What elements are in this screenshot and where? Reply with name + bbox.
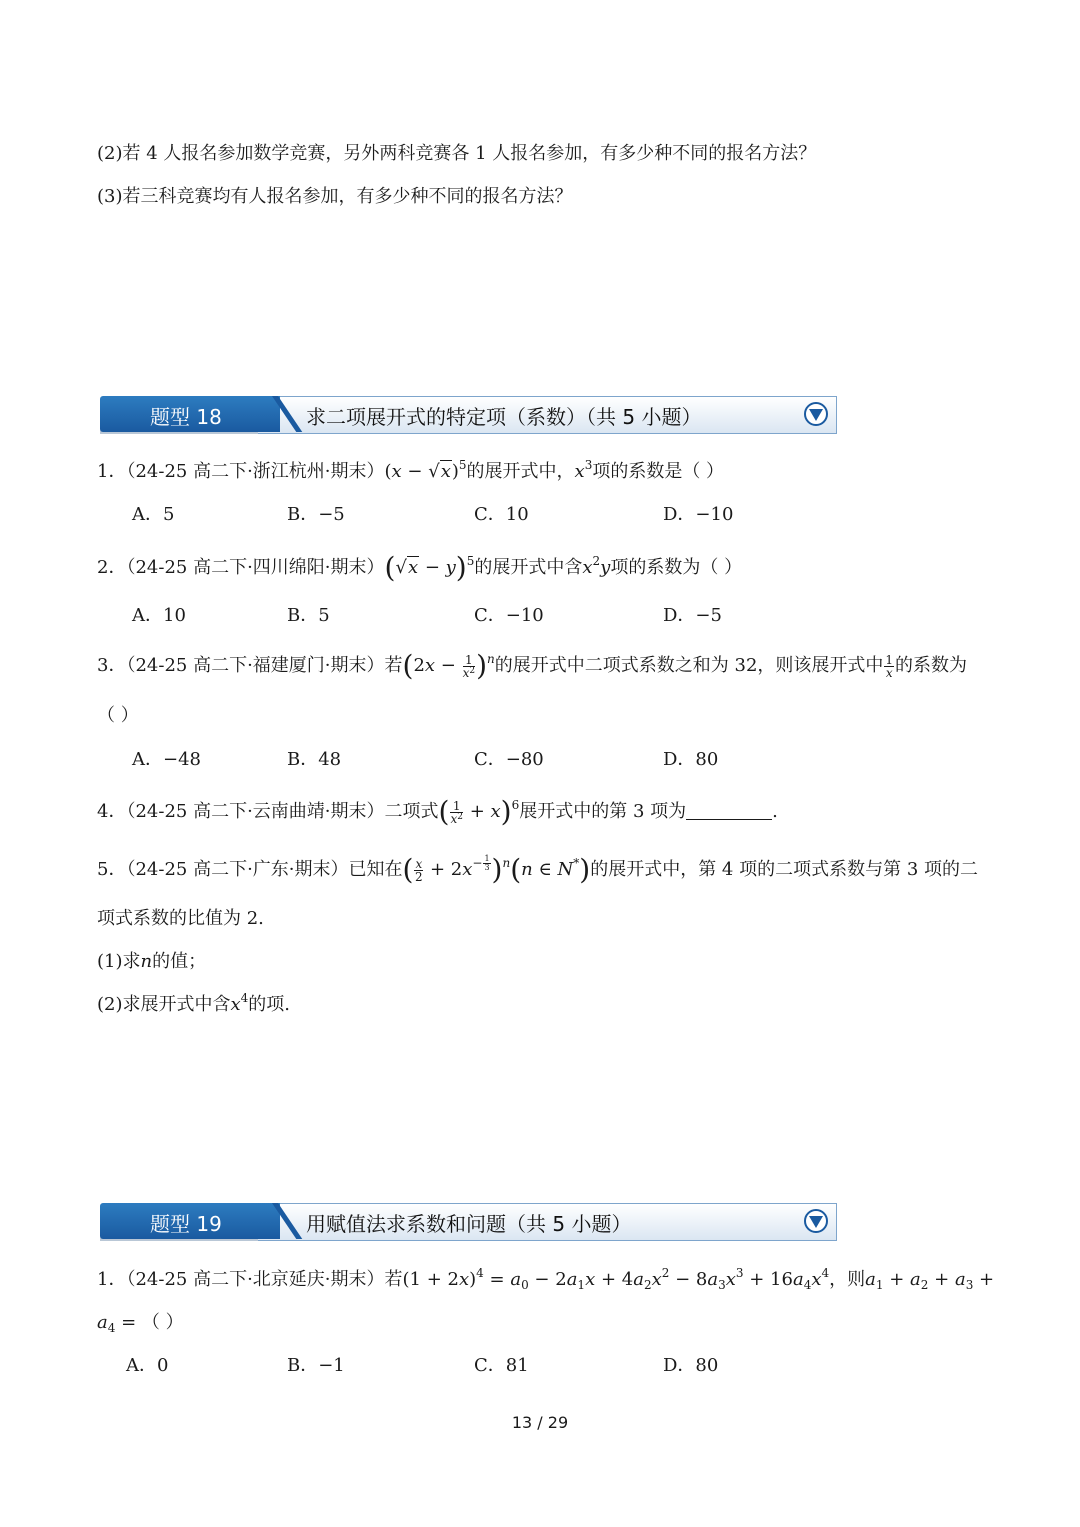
problem-18-3-paren: （ ） — [97, 705, 139, 726]
problem-18-5-sub1: (1)求n的值； — [97, 951, 207, 972]
option-18-1-b[interactable]: B．−5 — [287, 504, 345, 525]
problem-19-1: 1．（24-25 高二下·北京延庆·期末）若$(1 + 2x)^4 = a_0 - 2a_1x + 4a_2x^2 - 8a_3x^3 + 16a_4x^4$，则$a_1 + a_2 + a_3$ + — [97, 1266, 995, 1292]
option-18-3-d[interactable]: D．80 — [663, 749, 719, 770]
section-19-tag: 题型 19 — [150, 1212, 222, 1236]
option-18-2-d[interactable]: D．−5 — [663, 605, 722, 626]
option-18-1-c[interactable]: C．10 — [474, 504, 529, 525]
option-18-3-b[interactable]: B．48 — [287, 749, 342, 770]
section-18-banner — [100, 396, 836, 432]
problem-18-5: 5．（24-25 高二下·广东·期末）已知在( $\frac{x}{2}$ + $2x^{- \frac{1}{3}}$ )$^n$(n ∈ N*)的展开式中，第 4 项的二项式系数与第 3 项的二 — [97, 853, 978, 886]
section-19-title: 用赋值法求系数和问题（共 5 小题） — [306, 1212, 632, 1236]
problem-18-5-line2: 项式系数的比值为 2. — [97, 908, 264, 929]
problem-18-4: 4．（24-25 高二下·云南曲靖·期末）二项式( $\frac{1}{x^2}$ + x)$^6$展开式中的第 3 项为 . — [97, 795, 778, 828]
section-18-tag: 题型 18 — [150, 405, 222, 429]
question-2-text: (2)若 4 人报名参加数学竞赛，另外两科竞赛各 1 人报名参加，有多少种不同的报名方法？ — [97, 143, 817, 164]
chevron-down-icon[interactable] — [804, 402, 828, 426]
option-18-2-b[interactable]: B．5 — [287, 605, 330, 626]
problem-18-1: 1．（24-25 高二下·浙江杭州·期末）$(x - √x)^5$的展开式中，$x^3$项的系数是（ ） — [97, 458, 725, 482]
option-18-1-d[interactable]: D．−10 — [663, 504, 734, 525]
problem-19-1-line2: $a_4$ = （ ） — [97, 1312, 184, 1335]
option-18-1-a[interactable]: A．5 — [132, 504, 175, 525]
option-18-2-c[interactable]: C．−10 — [474, 605, 544, 626]
problem-18-3: 3．（24-25 高二下·福建厦门·期末）若(2x − $\frac{1}{x^2}$ )$^n$的展开式中二项式系数之和为 32，则该展开式中 $\frac{1}{x}$ 的系数为 — [97, 649, 968, 682]
page-number: 13 / 29 — [511, 1413, 569, 1432]
option-19-1-c[interactable]: C．81 — [474, 1355, 529, 1376]
section-19-banner — [100, 1203, 836, 1239]
chevron-down-icon[interactable] — [804, 1209, 828, 1233]
option-18-3-a[interactable]: A．−48 — [132, 749, 201, 770]
option-19-1-a[interactable]: A．0 — [126, 1355, 169, 1376]
option-19-1-b[interactable]: B．−1 — [287, 1355, 345, 1376]
answer-blank[interactable] — [686, 819, 772, 820]
question-3-text: (3)若三科竞赛均有人报名参加，有多少种不同的报名方法？ — [97, 186, 573, 207]
option-19-1-d[interactable]: D．80 — [663, 1355, 719, 1376]
option-18-2-a[interactable]: A．10 — [132, 605, 186, 626]
problem-18-2: 2．（24-25 高二下·四川绵阳·期末）$(√x - y)^5$的展开式中含$x^2y$项的系数为（ ） — [97, 551, 743, 584]
problem-18-5-sub2: (2)求展开式中含$x^4$的项. — [97, 991, 291, 1015]
option-18-3-c[interactable]: C．−80 — [474, 749, 544, 770]
section-18-title: 求二项展开式的特定项（系数）（共 5 小题） — [306, 405, 702, 429]
